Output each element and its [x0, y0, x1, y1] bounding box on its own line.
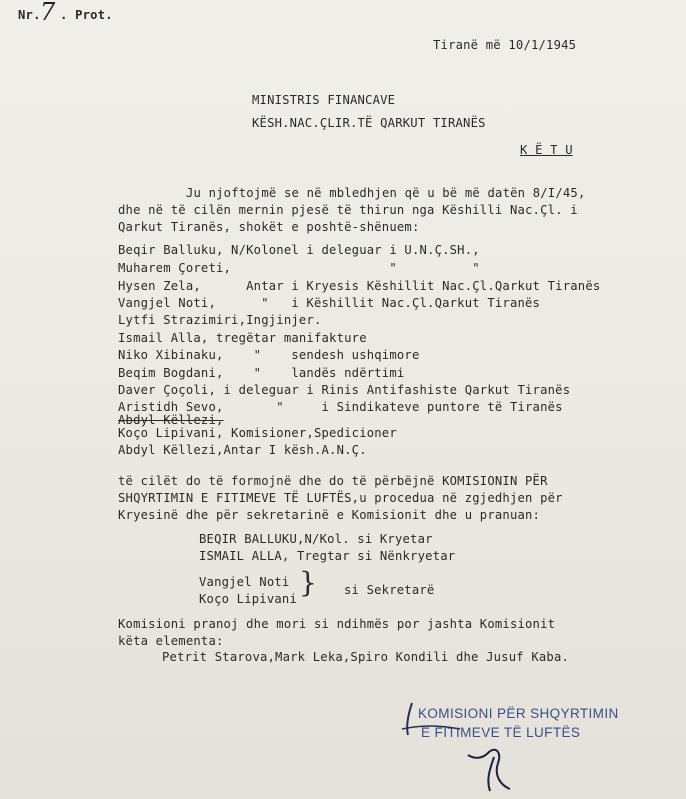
- officer-vice-chair: ISMAIL ALLA, Tregtar si Nënkryetar: [199, 549, 456, 563]
- member-line: Hysen Zela, Antar i Kryesis Këshillit Nac.Çl.Qarkut Tiranës: [118, 279, 601, 293]
- date-line: Tiranë më 10/1/1945: [433, 38, 577, 52]
- addressee-here: K Ë T U: [520, 143, 573, 157]
- help-line-3: Petrit Starova,Mark Leka,Spiro Kondili dhe Jusuf Kaba.: [162, 650, 570, 664]
- formation-line-3: Kryesinë dhe për sekretarinë e Komisionit dhe u pranuan:: [118, 508, 541, 522]
- member-line: Koço Lipivani, Komisioner,Spedicioner: [118, 426, 397, 440]
- member-line: Abdyl Këllezi,Antar I kësh.A.N.Ç.: [118, 443, 367, 457]
- protocol-prefix: Nr.: [18, 8, 41, 22]
- member-line: Niko Xibinaku, " sendesh ushqimore: [118, 348, 420, 362]
- member-line: Beqir Balluku, N/Kolonel i deleguar i U.N.Ç.SH.,: [118, 243, 480, 257]
- officer-secretary-1: Vangjel Noti: [199, 575, 290, 589]
- officer-secretary-2: Koço Lipivani: [199, 592, 297, 606]
- formation-line-2: SHQYRTIMIN E FITIMEVE TË LUFTËS,u procedua në zgjedhjen për: [118, 491, 563, 505]
- formation-line-1: të cilët do të formojnë dhe do të përbëjnë KOMISIONIN PËR: [118, 474, 548, 488]
- member-line: Vangjel Noti, " i Këshillit Nac.Çl.Qarkut Tiranës: [118, 296, 541, 310]
- stamp-line-2: E FITIMEVE TË LUFTËS: [421, 725, 581, 740]
- member-line: Ismail Alla, tregëtar manifakture: [118, 331, 367, 345]
- officer-secretary-role: si Sekretarë: [344, 583, 435, 597]
- intro-line-3: Qarkut Tiranës, shokët e poshtë-shënuem:: [118, 220, 420, 234]
- addressee-ministry: MINISTRIS FINANCAVE: [252, 93, 396, 107]
- protocol-number: 7: [40, 0, 56, 26]
- member-line: Daver Çoçoli, i deleguar i Rinis Antifashiste Qarkut Tiranës: [118, 383, 571, 397]
- officer-chair: BEQIR BALLUKU,N/Kol. si Kryetar: [199, 532, 433, 546]
- brace-symbol: }: [299, 566, 318, 599]
- signature: [390, 695, 670, 799]
- member-line-struck: Abdyl Këllezi,: [118, 413, 224, 427]
- member-line: Muharem Çoreti, " ": [118, 261, 480, 275]
- member-line: Beqim Bogdani, " landës ndërtimi: [118, 366, 405, 380]
- help-line-2: këta elementa:: [118, 634, 224, 648]
- help-line-1: Komisioni pranoj dhe mori si ndihmës por jashta Komisionit: [118, 617, 556, 631]
- intro-line-2: dhe në të cilën mernin pjesë të thirun nga Këshilli Nac.Çl. i: [118, 203, 578, 217]
- intro-line-1: Ju njoftojmë se në mbledhjen që u bë më datën 8/I/45,: [186, 186, 586, 200]
- protocol-suffix: . Prot.: [60, 8, 113, 22]
- member-line: Lytfi Strazimiri,Ingjinjer.: [118, 313, 322, 327]
- stamp-line-1: KOMISIONI PËR SHQYRTIMIN: [418, 706, 619, 721]
- addressee-council: KËSH.NAC.ÇLIR.TË QARKUT TIRANËS: [252, 116, 486, 130]
- member-line: Aristidh Sevo, " i Sindikateve puntore të Tiranës: [118, 400, 563, 414]
